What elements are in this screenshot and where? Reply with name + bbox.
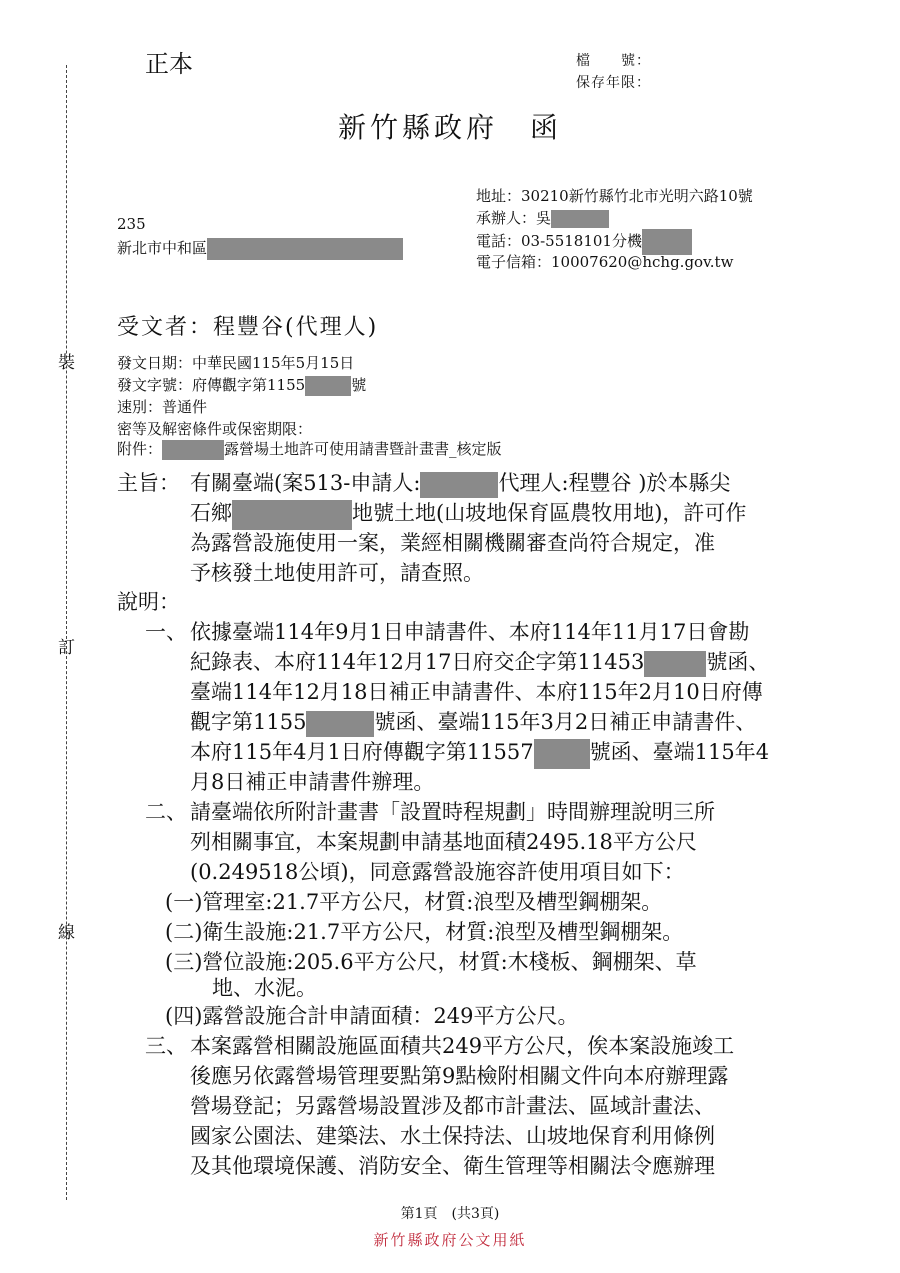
attachment xyxy=(117,438,502,460)
item-3-line-1: 本案露營相關設施區面積共249平方公尺，俟本案設施竣工 xyxy=(190,1034,735,1058)
item-1-line-6: 月8日補正申請書件辦理。 xyxy=(190,770,435,794)
handler-name xyxy=(476,207,609,228)
attachment-label: 附件： xyxy=(117,440,163,458)
binding-char-zhuang: 裝 xyxy=(58,353,75,373)
redaction-block xyxy=(534,739,590,769)
doc-no-suffix: 號 xyxy=(351,376,367,394)
subject-text: 地號土地(山坡地保育區農牧用地)，許可作 xyxy=(352,501,747,525)
subject-label: 主旨： xyxy=(117,471,180,495)
item-1-line-1: 依據臺端114年9月1日申請書件、本府114年11月17日會勘 xyxy=(190,620,750,644)
item-text: 號函、 xyxy=(706,650,770,674)
binding-char-xian: 線 xyxy=(58,923,75,943)
addressee: 受文者：程豐谷(代理人) xyxy=(117,315,379,340)
official-paper-label: 新竹縣政府公文用紙 xyxy=(373,1231,527,1249)
secrecy-level: 密等及解密條件或保密期限： xyxy=(117,420,313,438)
item-2-sub-4: (四)露營設施合計申請面積：249平方公尺。 xyxy=(165,1004,579,1028)
attachment-name: 露營場土地許可使用請書暨計畫書_核定版 xyxy=(224,440,502,458)
recipient-city xyxy=(117,237,403,260)
item-1-line-4 xyxy=(190,706,756,737)
redaction-block xyxy=(162,440,224,460)
document-number xyxy=(117,374,366,396)
binding-char-ding: 訂 xyxy=(58,638,75,658)
item-1-line-5 xyxy=(190,736,769,769)
subject-line-4: 予核發土地使用許可，請查照。 xyxy=(190,561,484,585)
page-number: 第1頁 (共3頁) xyxy=(400,1206,500,1222)
redaction-block xyxy=(306,711,374,737)
phone-label: 電話：03-5518101分機 xyxy=(476,232,642,250)
subject-text: 石鄉 xyxy=(190,501,232,525)
item-2-sub-2: (二)衛生設施:21.7平方公尺，材質:浪型及槽型鋼棚架。 xyxy=(165,920,684,944)
subject-text: 代理人:程豐谷 )於本縣尖 xyxy=(498,471,731,495)
item-2-sub-3-cont: 地、水泥。 xyxy=(212,976,317,1000)
item-text: 觀字第1155 xyxy=(190,710,307,734)
item-2-number: 二、 xyxy=(145,800,187,824)
explanation-label: 說明： xyxy=(117,590,180,614)
email: 電子信箱：10007620@hchg.gov.tw xyxy=(476,253,734,271)
item-3-line-3: 營場登記；另露營場設置涉及都市計畫法、區域計畫法、 xyxy=(190,1094,715,1118)
subject-text: 有關臺端(案513-申請人: xyxy=(190,471,421,495)
redaction-block xyxy=(420,472,498,498)
redaction-block xyxy=(207,238,403,260)
item-3-line-2: 後應另依露營場管理要點第9點檢附相關文件向本府辦理露 xyxy=(190,1064,729,1088)
subject-line-1 xyxy=(190,467,730,498)
delivery-speed: 速別：普通件 xyxy=(117,398,208,416)
retention-label: 保存年限： xyxy=(576,75,651,91)
item-text: 紀錄表、本府114年12月17日府交企字第11453 xyxy=(190,650,645,674)
file-number-label: 檔 號： xyxy=(576,53,651,69)
item-3-number: 三、 xyxy=(145,1034,187,1058)
item-1-line-3: 臺端114年12月18日補正申請書件、本府115年2月10日府傳 xyxy=(190,680,763,704)
doc-no-prefix: 發文字號：府傳觀字第1155 xyxy=(117,376,306,394)
redaction-block xyxy=(551,210,609,228)
sender-address: 地址：30210新竹縣竹北市光明六路10號 xyxy=(476,187,753,205)
redaction-block xyxy=(644,651,706,677)
subject-line-2 xyxy=(190,497,746,530)
item-2-line-2: 列相關事宜，本案規劃申請基地面積2495.18平方公尺 xyxy=(190,830,697,854)
item-2-line-1: 請臺端依所附計畫書「設置時程規劃」時間辦理說明三所 xyxy=(190,800,715,824)
item-2-line-3: (0.249518公頃)，同意露營設施容許使用項目如下： xyxy=(190,860,685,884)
item-text: 號函、臺端115年3月2日補正申請書件、 xyxy=(374,710,757,734)
redaction-block xyxy=(232,500,352,530)
item-2-sub-1: (一)管理室:21.7平方公尺，材質:浪型及槽型鋼棚架。 xyxy=(165,890,663,914)
item-text: 本府115年4月1日府傳觀字第11557 xyxy=(190,740,534,764)
city-label: 新北市中和區 xyxy=(117,239,208,257)
postal-code: 235 xyxy=(117,215,146,233)
item-3-line-4: 國家公園法、建築法、水土保持法、山坡地保育利用條例 xyxy=(190,1124,715,1148)
subject-line-3: 為露營設施使用一案，業經相關機關審查尚符合規定，准 xyxy=(190,531,715,555)
item-1-line-2 xyxy=(190,646,769,677)
item-3-line-5: 及其他環境保護、消防安全、衛生管理等相關法令應辦理 xyxy=(190,1154,715,1178)
document-title: 新竹縣政府 函 xyxy=(337,111,562,144)
issue-date: 發文日期：中華民國115年5月15日 xyxy=(117,354,355,372)
redaction-block xyxy=(305,376,351,396)
copy-type: 正本 xyxy=(145,50,193,78)
item-1-number: 一、 xyxy=(145,620,187,644)
item-2-sub-3: (三)營位設施:205.6平方公尺，材質:木棧板、鋼棚架、草 xyxy=(165,950,697,974)
handler-label: 承辦人：吳 xyxy=(476,209,552,227)
item-text: 號函、臺端115年4 xyxy=(589,740,770,764)
